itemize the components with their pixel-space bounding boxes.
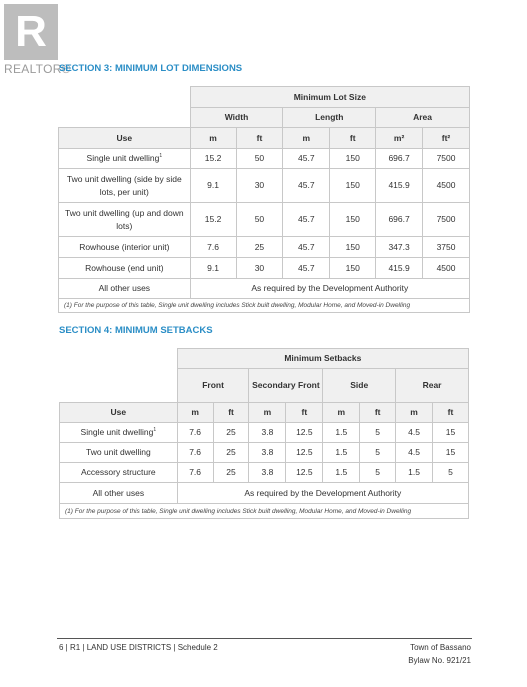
unit-header: m — [323, 403, 360, 423]
value-cell: 12.5 — [286, 463, 323, 483]
table-row — [59, 258, 470, 279]
value-cell: 696.7 — [376, 203, 423, 237]
value-cell: 7.6 — [190, 237, 236, 258]
col-group-width: Width — [190, 108, 283, 128]
value-cell: 50 — [236, 203, 283, 237]
lot-dimensions-table — [58, 86, 470, 313]
table-footnote: (1) For the purpose of this table, Single unit dwelling includes Stick built dwelling, Modular Home, and Moved-in Dwelling — [59, 299, 470, 313]
unit-header: m — [249, 403, 286, 423]
value-cell: 25 — [213, 423, 249, 443]
value-cell: 7500 — [423, 203, 470, 237]
use-cell: Rowhouse (interior unit) — [59, 237, 191, 258]
value-cell: 15.2 — [190, 203, 236, 237]
unit-header: ft — [213, 403, 249, 423]
unit-header: ft — [330, 128, 376, 149]
value-cell: 45.7 — [283, 149, 330, 169]
col-group-secondary-front: Secondary Front — [249, 369, 323, 403]
use-header: Use — [59, 128, 191, 149]
col-group-length: Length — [283, 108, 376, 128]
value-cell: 7.6 — [177, 443, 213, 463]
value-cell: 4.5 — [396, 423, 433, 443]
value-cell: 45.7 — [283, 169, 330, 203]
col-group-side: Side — [323, 369, 396, 403]
col-group-rear: Rear — [396, 369, 469, 403]
unit-header: ft — [433, 403, 469, 423]
value-cell: 5 — [433, 463, 469, 483]
value-cell: 25 — [236, 237, 283, 258]
table-row — [59, 203, 470, 237]
table-row — [60, 423, 469, 443]
value-cell: 5 — [360, 463, 396, 483]
value-cell: 45.7 — [283, 203, 330, 237]
group-header: Minimum Lot Size — [190, 87, 469, 108]
unit-header: ft — [360, 403, 396, 423]
empty-cell — [60, 369, 178, 403]
use-cell: Single unit dwelling$^1$ — [59, 149, 191, 169]
table-row — [60, 443, 469, 463]
use-header: Use — [60, 403, 178, 423]
value-cell: 1.5 — [323, 463, 360, 483]
value-cell: 347.3 — [376, 237, 423, 258]
value-cell: 3.8 — [249, 443, 286, 463]
value-cell: 25 — [213, 443, 249, 463]
value-cell: 3.8 — [249, 423, 286, 443]
use-cell: Accessory structure — [60, 463, 178, 483]
value-cell: 150 — [330, 258, 376, 279]
table-row — [59, 279, 470, 299]
value-cell: 415.9 — [376, 169, 423, 203]
empty-cell — [60, 349, 178, 369]
setbacks-table — [59, 348, 469, 519]
footer-town: Town of Bassano — [410, 643, 471, 652]
value-cell: 12.5 — [286, 443, 323, 463]
value-cell: 9.1 — [190, 258, 236, 279]
value-cell: 150 — [330, 169, 376, 203]
value-cell: 7.6 — [177, 463, 213, 483]
value-cell: 45.7 — [283, 258, 330, 279]
value-cell: 1.5 — [396, 463, 433, 483]
unit-header: m² — [376, 128, 423, 149]
use-cell: All other uses — [59, 279, 191, 299]
value-cell: 7500 — [423, 149, 470, 169]
realtor-logo — [4, 4, 58, 60]
table-row — [59, 169, 470, 203]
value-cell: 50 — [236, 149, 283, 169]
value-cell: 4500 — [423, 169, 470, 203]
table-row — [60, 483, 469, 504]
footer-divider — [57, 638, 472, 639]
unit-header: m — [190, 128, 236, 149]
footer-bylaw: Bylaw No. 921/21 — [408, 656, 471, 665]
value-cell: 150 — [330, 203, 376, 237]
empty-cell — [59, 87, 191, 108]
value-cell: 4.5 — [396, 443, 433, 463]
merged-value-cell: As required by the Development Authority — [190, 279, 469, 299]
use-cell: Two unit dwelling — [60, 443, 178, 463]
value-cell: 4500 — [423, 258, 470, 279]
section4-title: SECTION 4: MINIMUM SETBACKS — [59, 325, 213, 336]
table-row — [60, 463, 469, 483]
value-cell: 12.5 — [286, 423, 323, 443]
value-cell: 15 — [433, 423, 469, 443]
value-cell: 7.6 — [177, 423, 213, 443]
unit-header: ft² — [423, 128, 470, 149]
unit-header: m — [396, 403, 433, 423]
value-cell: 9.1 — [190, 169, 236, 203]
use-cell: Two unit dwelling (side by side lots, per unit) — [59, 169, 191, 203]
group-header: Minimum Setbacks — [177, 349, 468, 369]
value-cell: 5 — [360, 443, 396, 463]
unit-header: ft — [286, 403, 323, 423]
footer-page-info: 6 | R1 | LAND USE DISTRICTS | Schedule 2 — [59, 643, 218, 652]
value-cell: 1.5 — [323, 443, 360, 463]
use-cell: Single unit dwelling$^1$ — [60, 423, 178, 443]
unit-header: ft — [236, 128, 283, 149]
value-cell: 30 — [236, 258, 283, 279]
merged-value-cell: As required by the Development Authority — [177, 483, 468, 504]
value-cell: 5 — [360, 423, 396, 443]
value-cell: 25 — [213, 463, 249, 483]
use-cell: All other uses — [60, 483, 178, 504]
realtor-logo-text: REALTOR® — [4, 62, 71, 76]
col-group-front: Front — [177, 369, 249, 403]
table-footnote: (1) For the purpose of this table, Single unit dwelling includes Stick built dwelling, Modular Home, and Moved-in Dwelling — [60, 504, 469, 519]
value-cell: 150 — [330, 149, 376, 169]
value-cell: 15.2 — [190, 149, 236, 169]
use-cell: Two unit dwelling (up and down lots) — [59, 203, 191, 237]
value-cell: 3750 — [423, 237, 470, 258]
value-cell: 150 — [330, 237, 376, 258]
col-group-area: Area — [376, 108, 470, 128]
value-cell: 415.9 — [376, 258, 423, 279]
empty-cell — [59, 108, 191, 128]
value-cell: 30 — [236, 169, 283, 203]
table-row — [59, 237, 470, 258]
realtor-logo-letter: R — [15, 7, 47, 56]
value-cell: 45.7 — [283, 237, 330, 258]
section3-title: SECTION 3: MINIMUM LOT DIMENSIONS — [59, 63, 243, 74]
value-cell: 15 — [433, 443, 469, 463]
unit-header: m — [283, 128, 330, 149]
value-cell: 696.7 — [376, 149, 423, 169]
value-cell: 1.5 — [323, 423, 360, 443]
use-cell: Rowhouse (end unit) — [59, 258, 191, 279]
unit-header: m — [177, 403, 213, 423]
value-cell: 3.8 — [249, 463, 286, 483]
table-row — [59, 149, 470, 169]
